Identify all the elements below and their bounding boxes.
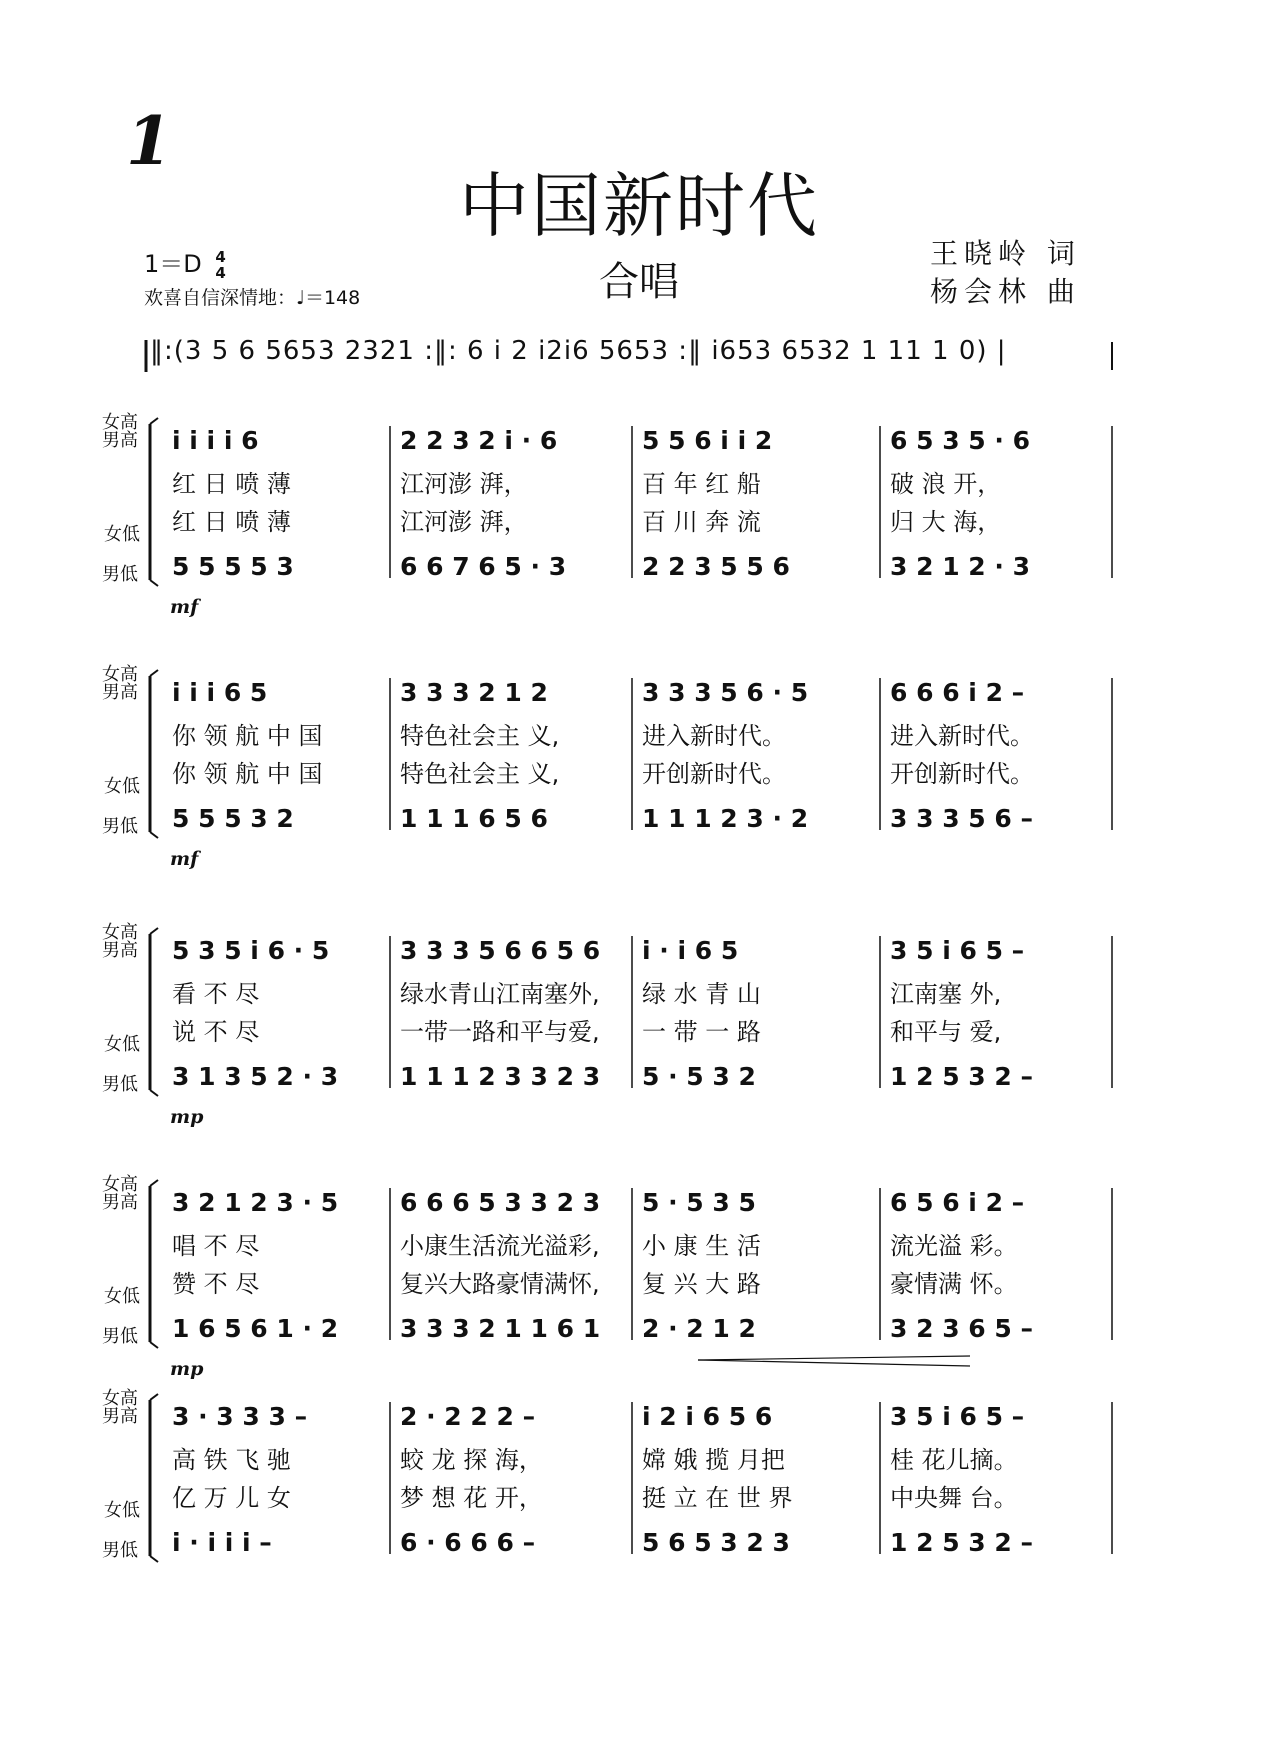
- upper-part-notes: 3 5 i 6 5 –: [890, 936, 1025, 965]
- lyric-line-1: 进入新时代。: [642, 722, 786, 750]
- lyric-line-2: 复 兴 大 路: [642, 1270, 761, 1298]
- lower-part-notes: 1 2 5 3 2 –: [890, 1528, 1033, 1557]
- upper-part-notes: i i i i 6: [172, 426, 259, 455]
- lower-part-notes: 3 2 3 6 5 –: [890, 1314, 1033, 1343]
- lyric-line-1: 唱 不 尽: [172, 1232, 260, 1260]
- upper-part-notes: 2 2 3 2 i · 6: [400, 426, 558, 455]
- lower-part-notes: 5 5 5 3 2: [172, 804, 294, 833]
- bracket-top: [150, 670, 158, 676]
- lyric-line-1: 流光溢 彩。: [890, 1232, 1018, 1260]
- lyric-line-1: 桂 花儿摘。: [890, 1446, 1018, 1474]
- upper-part-notes: 3 2 1 2 3 · 5: [172, 1188, 339, 1217]
- lyricist-credit: 王晓岭 词: [930, 237, 1081, 270]
- lyric-line-2: 一带一路和平与爱,: [400, 1018, 600, 1046]
- dynamic-marking: mp: [170, 1358, 204, 1380]
- voice-label-alto: 女低: [104, 524, 140, 545]
- bracket-bottom: [150, 1342, 158, 1348]
- lyric-line-2: 中央舞 台。: [890, 1484, 1018, 1512]
- voice-label-upper: 女高 男高: [102, 922, 138, 961]
- voice-label-alto: 女低: [104, 776, 140, 797]
- hairpin-lower: [698, 1360, 970, 1366]
- tempo-marking: 欢喜自信深情地：♩＝148: [144, 287, 361, 309]
- lyric-line-2: 亿 万 儿 女: [172, 1484, 291, 1512]
- lyric-line-1: 绿水青山江南塞外,: [400, 980, 600, 1008]
- lyric-line-1: 红 日 喷 薄: [172, 470, 291, 498]
- lower-part-notes: 1 1 1 2 3 3 2 3: [400, 1062, 601, 1091]
- dynamic-marking: mf: [170, 596, 199, 618]
- lower-part-notes: 5 6 5 3 2 3: [642, 1528, 790, 1557]
- lyric-line-1: 特色社会主 义,: [400, 722, 560, 750]
- voice-label-alto: 女低: [104, 1286, 140, 1307]
- lyric-line-1: 江河澎 湃，: [400, 470, 528, 498]
- bracket-bottom: [150, 1090, 158, 1096]
- voice-label-alto: 女低: [104, 1500, 140, 1521]
- hairpin-upper: [698, 1356, 970, 1360]
- lower-part-notes: 1 1 1 6 5 6: [400, 804, 548, 833]
- lower-part-notes: 6 6 7 6 5 · 3: [400, 552, 567, 581]
- lyric-line-2: 和平与 爱,: [890, 1018, 1002, 1046]
- page-number: 1: [126, 102, 172, 180]
- upper-part-notes: i 2 i 6 5 6: [642, 1402, 773, 1431]
- song-subtitle: 合唱: [599, 259, 679, 305]
- upper-part-notes: 3 · 3 3 3 –: [172, 1402, 308, 1431]
- time-bottom: 4: [215, 264, 226, 282]
- voice-label-upper: 女高 男高: [102, 1174, 138, 1213]
- dynamic-marking: mf: [170, 848, 199, 870]
- lower-part-notes: i · i i i –: [172, 1528, 272, 1557]
- upper-part-notes: 6 5 6 i 2 –: [890, 1188, 1025, 1217]
- upper-part-notes: 3 3 3 5 6 · 5: [642, 678, 809, 707]
- lower-part-notes: 5 5 5 5 3: [172, 552, 294, 581]
- lyric-line-1: 嫦 娥 揽 月把: [642, 1446, 785, 1474]
- lyric-line-2: 开创新时代。: [890, 760, 1034, 788]
- lyric-line-1: 小 康 生 活: [642, 1232, 761, 1260]
- voice-label-alto: 女低: [104, 1034, 140, 1055]
- lyric-line-2: 赞 不 尽: [172, 1270, 260, 1298]
- lower-part-notes: 1 2 5 3 2 –: [890, 1062, 1033, 1091]
- lower-part-notes: 3 3 3 5 6 –: [890, 804, 1033, 833]
- lyric-line-2: 你 领 航 中 国: [172, 760, 323, 788]
- composer-credit: 杨会林 曲: [930, 275, 1081, 308]
- lyric-line-1: 绿 水 青 山: [642, 980, 761, 1008]
- voice-label-bass: 男低: [102, 1540, 138, 1561]
- bracket-bottom: [150, 580, 158, 586]
- voice-label-bass: 男低: [102, 1326, 138, 1347]
- lyric-line-1: 小康生活流光溢彩,: [400, 1232, 600, 1260]
- lyric-line-2: 百 川 奔 流: [642, 508, 761, 536]
- dynamic-marking: mp: [170, 1106, 204, 1128]
- upper-part-notes: 3 3 3 2 1 2: [400, 678, 548, 707]
- voice-label-bass: 男低: [102, 564, 138, 585]
- song-title: 中国新时代: [459, 165, 819, 247]
- upper-part-notes: 6 5 3 5 · 6: [890, 426, 1030, 455]
- upper-part-notes: 3 5 i 6 5 –: [890, 1402, 1025, 1431]
- lyric-line-2: 红 日 喷 薄: [172, 508, 291, 536]
- lyric-line-1: 江南塞 外,: [890, 980, 1002, 1008]
- lower-part-notes: 5 · 5 3 2: [642, 1062, 756, 1091]
- upper-part-notes: 2 · 2 2 2 –: [400, 1402, 536, 1431]
- voice-label-bass: 男低: [102, 1074, 138, 1095]
- lower-part-notes: 3 2 1 2 · 3: [890, 552, 1030, 581]
- lyric-line-2: 豪情满 怀。: [890, 1270, 1018, 1298]
- lyric-line-2: 一 带 一 路: [642, 1018, 761, 1046]
- lyric-line-1: 破 浪 开，: [890, 470, 1002, 498]
- bracket-top: [150, 1394, 158, 1400]
- lyric-line-1: 高 铁 飞 驰: [172, 1446, 291, 1474]
- upper-part-notes: i i i 6 5: [172, 678, 268, 707]
- lyric-line-1: 看 不 尽: [172, 980, 260, 1008]
- bracket-top: [150, 1180, 158, 1186]
- upper-part-notes: 5 3 5 i 6 · 5: [172, 936, 330, 965]
- lyric-line-2: 归 大 海，: [890, 508, 1002, 536]
- lyric-line-2: 说 不 尽: [172, 1018, 260, 1046]
- voice-label-upper: 女高 男高: [102, 664, 138, 703]
- lower-part-notes: 3 1 3 5 2 · 3: [172, 1062, 339, 1091]
- lower-part-notes: 2 · 2 1 2: [642, 1314, 756, 1343]
- lower-part-notes: 6 · 6 6 6 –: [400, 1528, 536, 1557]
- voice-label-bass: 男低: [102, 816, 138, 837]
- upper-part-notes: i · i 6 5: [642, 936, 739, 965]
- bracket-bottom: [150, 1556, 158, 1562]
- lyric-line-1: 蛟 龙 探 海，: [400, 1446, 543, 1474]
- lyric-line-2: 开创新时代。: [642, 760, 786, 788]
- upper-part-notes: 6 6 6 5 3 3 2 3: [400, 1188, 601, 1217]
- lyric-line-2: 挺 立 在 世 界: [642, 1484, 793, 1512]
- lower-part-notes: 3 3 3 2 1 1 6 1: [400, 1314, 601, 1343]
- upper-part-notes: 6 6 6 i 2 –: [890, 678, 1025, 707]
- lower-part-notes: 1 6 5 6 1 · 2: [172, 1314, 339, 1343]
- lyric-line-1: 百 年 红 船: [642, 470, 761, 498]
- lyric-line-2: 特色社会主 义,: [400, 760, 560, 788]
- bracket-top: [150, 928, 158, 934]
- voice-label-upper: 女高 男高: [102, 1388, 138, 1427]
- upper-part-notes: 5 5 6 i i 2: [642, 426, 773, 455]
- lyric-line-1: 进入新时代。: [890, 722, 1034, 750]
- lower-part-notes: 1 1 1 2 3 · 2: [642, 804, 809, 833]
- lyric-line-2: 梦 想 花 开，: [400, 1484, 543, 1512]
- bracket-top: [150, 418, 158, 424]
- lower-part-notes: 2 2 3 5 5 6: [642, 552, 790, 581]
- upper-part-notes: 5 · 5 3 5: [642, 1188, 756, 1217]
- key-label: 1＝D: [144, 250, 202, 278]
- lyric-line-2: 复兴大路豪情满怀,: [400, 1270, 600, 1298]
- voice-label-upper: 女高 男高: [102, 412, 138, 451]
- upper-part-notes: 3 3 3 5 6 6 5 6: [400, 936, 601, 965]
- lyric-line-2: 江河澎 湃，: [400, 508, 528, 536]
- bracket-bottom: [150, 832, 158, 838]
- time-top: 4: [215, 248, 226, 266]
- intro-line: ‖:(3 5 6 5653 2321 :‖: 6 i 2 i2i6 5653 :‖ i653 6532 1 11 1 0) |: [150, 336, 1007, 366]
- lyric-line-1: 你 领 航 中 国: [172, 722, 323, 750]
